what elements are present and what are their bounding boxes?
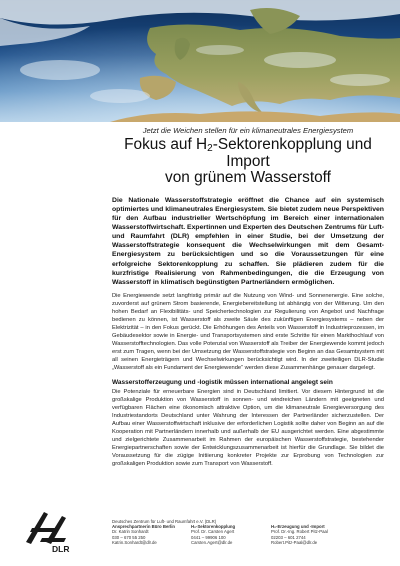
footer-contacts [112, 519, 392, 545]
article [112, 126, 384, 468]
title-part-2: -Sektorenkopplung und Import [212, 136, 372, 170]
footer-organization: Deutsches Zentrum für Luft- und Raumfahrt e.V. (DLR) [112, 519, 217, 524]
contact-erzeugung-import [271, 524, 381, 545]
contact-phone: 02203 – 601 2744 [271, 534, 306, 540]
contact-berlin [112, 524, 191, 545]
footer-columns [112, 524, 392, 545]
title-part-1: Fokus auf H [124, 136, 208, 153]
contact-phone: 030 – 670 55 250 [112, 534, 146, 540]
title-subscript: 2 [207, 143, 213, 154]
contact-heading: H₂-Sektorenkopplung [191, 524, 236, 530]
contact-email-link[interactable]: Katrin.Sonhardt@dlr.de [112, 539, 157, 545]
lead-paragraph: Die Nationale Wasserstoffstrategie eröffnet die Chance auf ein systemisch optimiertes und klimaneutrales Energiesystem. Sie bietet zudem neue Perspektiven für den Aufbau industrieller Wertschöpfung im Bereich einer internationalen Wasserstoffwirtschaft. Expertinnen und Experten des Deutschen Zentrums für Luft- und Raumfahrt (DLR) empfehlen in einer Studie, bei der Umsetzung der Wasserstoffstrategie konsequent die Wechselwirkungen mit dem Gesamt-Energiesystem zu berücksichtigen und so die Voraussetzungen für eine erfolgreiche Sektorenkopplung zu schaffen. Sie plädieren zudem für die kurzfristige Realisierung von Rahmenbedingungen, die die Erzeugung von Wasserstoff in klimatisch begünstigten Partnerländern ermöglichen. [112, 196, 385, 286]
section-heading: Wasserstofferzeugung und -logistik müssen international angelegt sein [112, 378, 333, 386]
contact-name: Dr. Katrin Sonhardt [112, 529, 149, 535]
contact-email-link[interactable]: Carsten.Agert@dlr.de [191, 539, 233, 545]
contact-heading: H₂-Erzeugung und -Import [271, 524, 325, 530]
contact-name: Prof. Dr. Carsten Agert [191, 529, 235, 535]
contact-email-link[interactable]: Robert.Pitz-Paal@dlr.de [271, 539, 318, 545]
dlr-logo-text: DLR [52, 544, 70, 554]
contact-name: Prof. Dr.-Ing. Robert Pitz-Paal [271, 529, 328, 535]
contact-sektorenkopplung [191, 524, 271, 545]
contact-heading: Ansprechpartnerin Büro Berlin [112, 524, 176, 530]
earth-from-space-graphic [0, 0, 400, 122]
hero-earth-image [0, 0, 400, 122]
kicker-text: Jetzt die Weichen stellen für ein klimaneutrales Energiesystem [142, 126, 354, 135]
contact-phone: 0441 – 99906 100 [191, 534, 226, 540]
body-paragraph-2: Die Potenziale für erneuerbare Energien sind in Deutschland limitiert. Vor diesem Hintergrund ist die großskalige Produktion von Wasserstoff in sonnen- und windreichen Ländern mit geeigneten und verfügbaren Flächen eine ökonomisch attraktive Option, um die klimaneutrale Energieversorgung des Industriestandorts Deutschland unter Wahrung der Interessen der Partnerländer sicherzustellen. Der Aufbau einer Wasserstoffwirtschaft inklusive der erforderlichen Logistik sollte daher von Beginn an auf die Kooperation mit Partnerländern innerhalb und außerhalb der EU ausgerichtet werden. Eine abgestimmte und zielgerichtete Zusammenarbeit im Rahmen der europäischen Wasserstoffstrategie, bestehender Energiepartnerschaften sowie der Entwicklungszusammenarbeit ist hierfür die Grundlage. Sie bildet die Voraussetzung für die zügige Initiierung konkreter Projekte zur Erprobung von Technologien zur großskaligen Produktion sowie zum Transport von Wasserstoff. [112, 388, 384, 467]
dlr-logo [22, 508, 82, 554]
body-paragraph-1: Die Energiewende setzt langfristig primär auf die Nutzung von Wind- und Sonnenenergie. Eine solche, zuvorderst auf grünem Strom basierende, Energiebereitstellung ist abhängig von der Witterung. Um den hohen Bedarf an Flexibilitäts- und Speichertechnologien zur Regulierung von Angebot und Nachfrage bedienen zu können, ist Wasserstoff als zweite Säule des zukünftigen Energiesystems – neben der Elektrizität – in den Fokus gerückt. Die Erhöhungen des Anteils von Wasserstoff in Industrieprozessen, im Gebäudesektor sowie in Energie- und Transportsystemen sind erste Schritte für einen Markthochlauf von Wasserstofftechnologien. Das volle Potenzial von Wasserstoff als Treiber der Energiewende kommt jedoch erst zum Tragen, wenn bei der Umsetzung der Wasserstoffstrategie von Beginn an das Gesamtsystem mit all seinen Energieträgern und Wechselwirkungen berücksichtigt wird. In der zweiteiligen DLR-Studie „Wasserstoff als ein Fundament der Energiewende“ werden diese Zusammenhänge genauer dargelegt. [112, 293, 384, 372]
dlr-logo-icon [22, 508, 82, 554]
page-title [112, 137, 384, 187]
title-line-2: von grünem Wasserstoff [165, 169, 331, 186]
